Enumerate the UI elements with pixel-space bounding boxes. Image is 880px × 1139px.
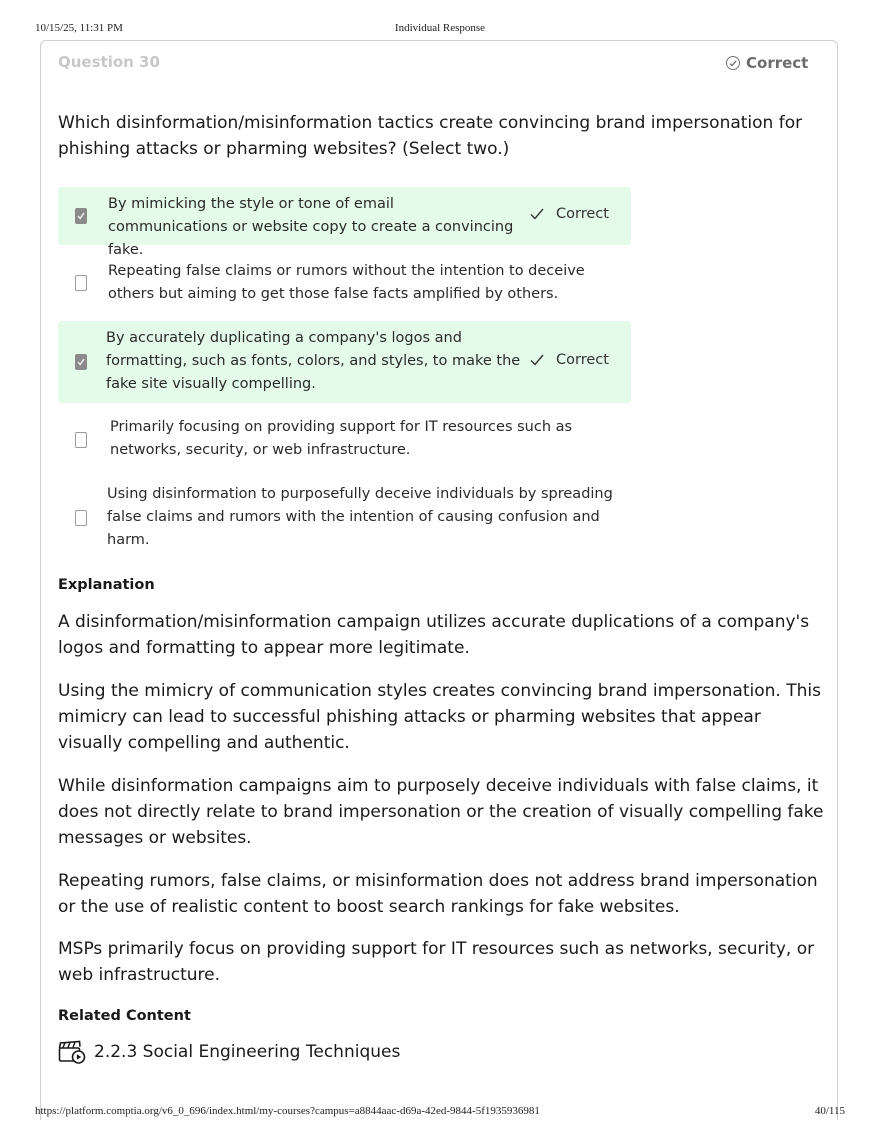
status-label: Correct bbox=[746, 54, 809, 72]
explanation-paragraph: A disinformation/misinformation campaign utilizes accurate duplications of a company's logos and formatting to appear more legitimate. bbox=[58, 612, 810, 658]
option-text: Using disinformation to purposefully deceive individuals by spreading false claims and rumors with the intention of causing confusion and harm. bbox=[107, 486, 613, 548]
answer-option[interactable] bbox=[58, 478, 631, 558]
option-text: By accurately duplicating a company's logos and formatting, such as fonts, colors, and styles, to make the fake site visually compelling. bbox=[106, 330, 521, 392]
explanation-paragraph: Using the mimicry of communication styles creates convincing brand impersonation. This mimicry can lead to successful phishing attacks or pharming websites that appear visually compelling and authentic. bbox=[58, 681, 821, 753]
option-text: By mimicking the style or tone of email communications or website copy to create a convincing fake. bbox=[108, 196, 514, 258]
related-content-link[interactable] bbox=[58, 1040, 400, 1064]
checkbox-unchecked[interactable] bbox=[75, 432, 87, 448]
print-timestamp: 10/15/25, 11:31 PM bbox=[35, 22, 123, 34]
checkbox-checked[interactable] bbox=[75, 208, 87, 224]
checkmark-icon bbox=[530, 354, 544, 366]
question-text: Which disinformation/misinformation tactics create convincing brand impersonation for phishing attacks or pharming websites? (Select two.) bbox=[58, 113, 803, 159]
answer-option[interactable] bbox=[58, 187, 631, 258]
question-number: Question 30 bbox=[58, 53, 160, 71]
checkbox-checked[interactable] bbox=[75, 354, 87, 370]
print-header bbox=[0, 22, 880, 36]
explanation-paragraph: Repeating rumors, false claims, or misinformation does not address brand impersonation or the use of realistic content to boost search rankings for fake websites. bbox=[58, 871, 818, 917]
result-mark bbox=[530, 352, 609, 368]
print-page-title: Individual Response bbox=[394, 22, 486, 34]
print-footer bbox=[0, 1105, 880, 1119]
option-text: Repeating false claims or rumors without the intention to deceive others but aiming to get those false facts amplified by others. bbox=[108, 263, 585, 302]
related-content-title[interactable]: 2.2.3 Social Engineering Techniques bbox=[94, 1042, 401, 1062]
checkbox-unchecked[interactable] bbox=[75, 510, 87, 526]
answer-option[interactable] bbox=[58, 411, 631, 469]
option-text: Primarily focusing on providing support for IT resources such as networks, security, or web infrastructure. bbox=[110, 419, 573, 458]
check-circle-icon bbox=[726, 56, 740, 70]
status-badge bbox=[726, 53, 808, 73]
related-content-heading: Related Content bbox=[58, 1008, 191, 1024]
checkmark-icon bbox=[530, 208, 544, 220]
result-mark bbox=[530, 206, 609, 222]
explanation-paragraph: While disinformation campaigns aim to purposely deceive individuals with false claims, it does not directly relate to brand impersonation or the creation of visually compelling fake messages or websites. bbox=[58, 776, 824, 848]
checkbox-unchecked[interactable] bbox=[75, 275, 87, 291]
result-label: Correct bbox=[556, 352, 609, 368]
explanation-paragraph: MSPs primarily focus on providing support for IT resources such as networks, security, or web infrastructure. bbox=[58, 939, 815, 985]
print-page-number: 40/115 bbox=[814, 1105, 845, 1117]
print-url: https://platform.comptia.org/v6_0_696/index.html/my-courses?campus=a8844aac-d69a-42ed-9844-5f1935936981 bbox=[35, 1105, 540, 1117]
explanation-heading: Explanation bbox=[58, 577, 155, 593]
video-clapper-icon bbox=[58, 1040, 86, 1064]
result-label: Correct bbox=[556, 206, 609, 222]
answer-option[interactable] bbox=[58, 321, 631, 403]
answer-option[interactable] bbox=[58, 254, 631, 312]
